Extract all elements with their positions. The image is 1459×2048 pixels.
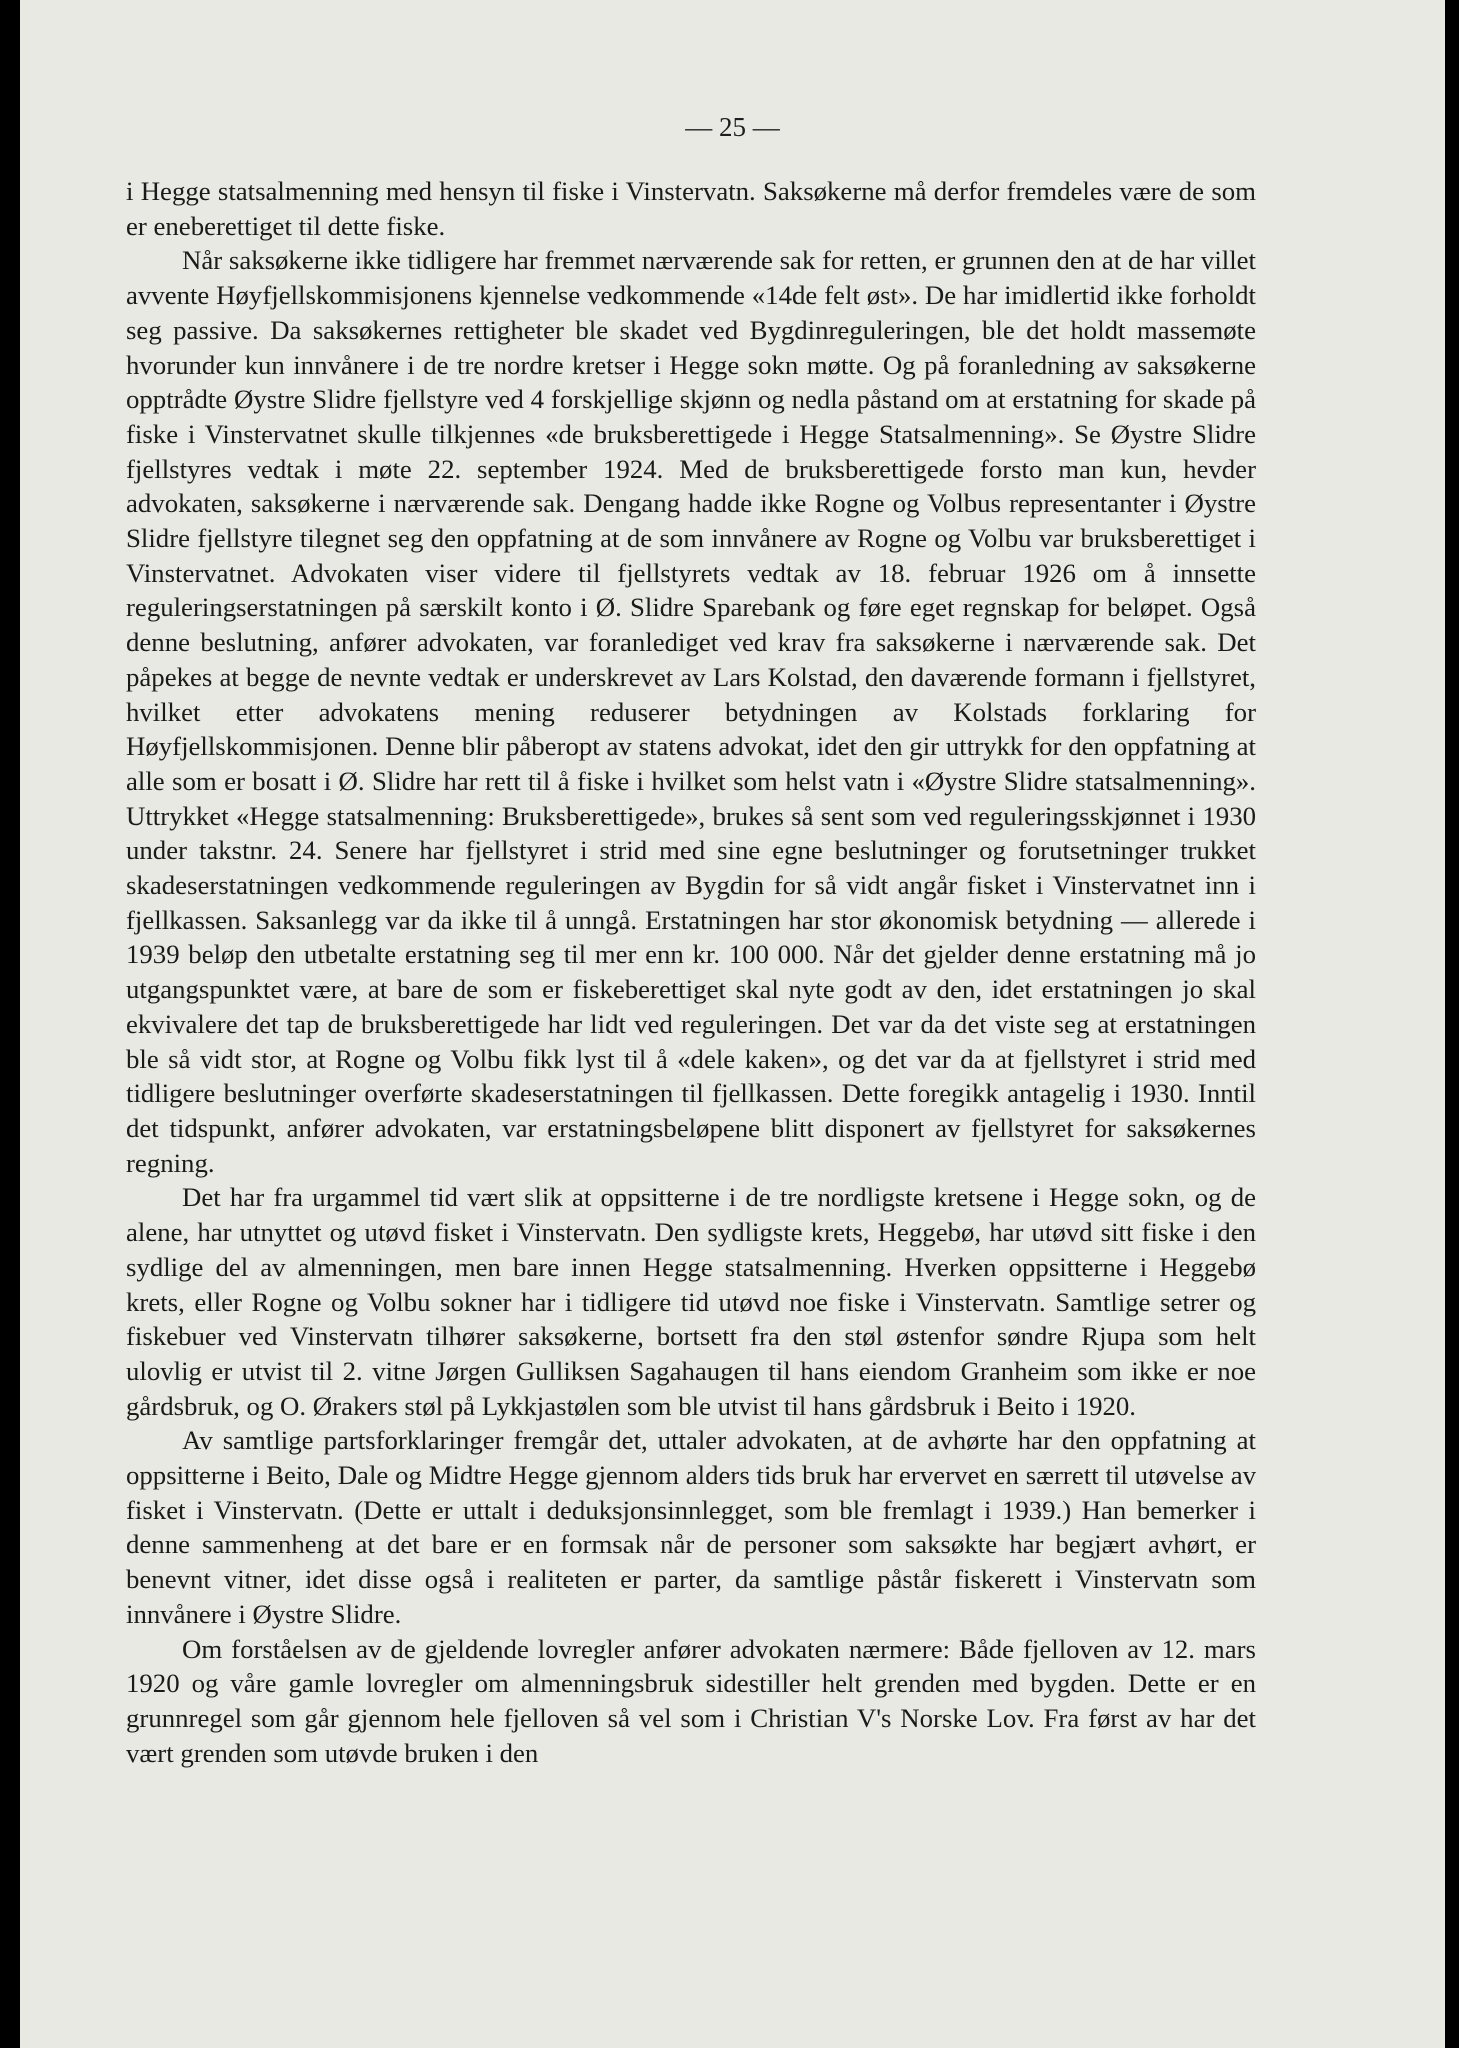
body-text [126,174,1256,1770]
paragraph: Av samtlige partsforklaringer fremgår det, uttaler advokaten, at de avhørte har den oppfatning at oppsitterne i Beito, Dale og Midtre Hegge gjennom alders tids bruk har ervervet en særrett til utøvelse av fisket i Vinstervatn. (Dette er uttalt i deduksjonsinnlegget, som ble fremlagt i 1939.) Han bemerker i denne sammenheng at det bare er en formsak når de personer som saksøkte har begjært avhørt, er benevnt vitner, idet disse også i realiteten er parter, da samtlige påstår fiskerett i Vinstervatn som innvånere i Øystre Slidre. [126,1425,1256,1629]
page-number: — 25 — [685,112,780,142]
paragraph: Om forståelsen av de gjeldende lovregler anfører advokaten nærmere: Både fjelloven av 12. mars 1920 og våre gamle lovregler om almenningsbruk sidestiller helt grenden med bygden. Dette er en grunnregel som går gjennom hele fjelloven så vel som i Christian V's Norske Lov. Fra først av har det vært grenden som utøvde bruken i den [126,1633,1256,1768]
paragraph: Når saksøkerne ikke tidligere har fremmet nærværende sak for retten, er grunnen den at de har villet avvente Høyfjellskommisjonens kjennelse vedkommende «14de felt øst». De har imidlertid ikke forholdt seg passive. Da saksøkernes rettigheter ble skadet ved Bygdinreguleringen, ble det holdt massemøte hvorunder kun innvånere i de tre nordre kretser i Hegge sokn møtte. Og på foranledning av saksøkerne opptrådte Øystre Slidre fjellstyre ved 4 forskjellige skjønn og nedla påstand om at erstatning for skade på fiske i Vinstervatnet skulle tilkjennes «de bruksberettigede i Hegge Statsalmenning». Se Øystre Slidre fjellstyres vedtak i møte 22. september 1924. Med de bruksberettigede forsto man kun, hevder advokaten, saksøkerne i nærværende sak. Dengang hadde ikke Rogne og Volbus representanter i Øystre Slidre fjellstyre tilegnet seg den oppfatning at de som innvånere av Rogne og Volbu var bruksberettiget i Vinstervatnet. Advokaten viser videre til fjellstyrets vedtak av 18. februar 1926 om å innsette reguleringserstatningen på særskilt konto i Ø. Slidre Sparebank og føre eget regnskap for beløpet. Også denne beslutning, anfører advokaten, var foranlediget ved krav fra saksøkerne i nærværende sak. Det påpekes at begge de nevnte vedtak er underskrevet av Lars Kolstad, den daværende formann i fjellstyret, hvilket etter advokatens mening reduserer betydningen av Kolstads forklaring for Høyfjellskommisjonen. Denne blir påberopt av statens advokat, idet den gir uttrykk for den oppfatning at alle som er bosatt i Ø. Slidre har rett til å fiske i hvilket som helst vatn i «Øystre Slidre statsalmenning». Uttrykket «Hegge statsalmenning: Bruksberettigede», brukes så sent som ved reguleringsskjønnet i 1930 under takstnr. 24. Senere har fjellstyret i strid med sine egne beslutninger og forutsetninger trukket skadeserstatningen vedkommende reguleringen av Bygdin for så vidt angår fisket i Vinstervatnet inn i fjellkassen. Saksanlegg var da ikke til å unngå. Erstatningen har stor økonomisk betydning — allerede i 1939 beløp den utbetalte erstatning seg til mer enn kr. 100 000. Når det gjelder denne erstatning må jo utgangspunktet være, at bare de som er fiskeberettiget skal nyte godt av den, idet erstatningen jo skal ekvivalere det tap de bruksberettigede har lidt ved reguleringen. Det var da det viste seg at erstatningen ble så vidt stor, at Rogne og Volbu fikk lyst til å «dele kaken», og det var da at fjellstyret i strid med tidligere beslutninger overførte skadeserstatningen til fjellkassen. Dette foregikk antagelig i 1930. Inntil det tidspunkt, anfører advokaten, var erstatningsbeløpene blitt disponert av fjellstyret for saksøkernes regning. [126,245,1256,1178]
paragraph: i Hegge statsalmenning med hensyn til fiske i Vinstervatn. Saksøkerne må derfor fremdeles være de som er eneberettiget til dette fiske. [126,176,1256,241]
document-page [20,0,1445,2048]
paragraph: Det har fra urgammel tid vært slik at oppsitterne i de tre nordligste kretsene i Hegge sokn, og de alene, har utnyttet og utøvd fisket i Vinstervatn. Den sydligste krets, Heggebø, har utøvd sitt fiske i den sydlige del av almenningen, men bare innen Hegge statsalmenning. Hverken oppsitterne i Heggebø krets, eller Rogne og Volbu sokner har i tidligere tid utøvd noe fiske i Vinstervatn. Samtlige setrer og fiskebuer ved Vinstervatn tilhører saksøkerne, bortsett fra den støl østenfor søndre Rjupa som helt ulovlig er utvist til 2. vitne Jørgen Gulliksen Sagahaugen til hans eiendom Granheim som ikke er noe gårdsbruk, og O. Ørakers støl på Lykkjastølen som ble utvist til hans gårdsbruk i Beito i 1920. [126,1182,1256,1421]
